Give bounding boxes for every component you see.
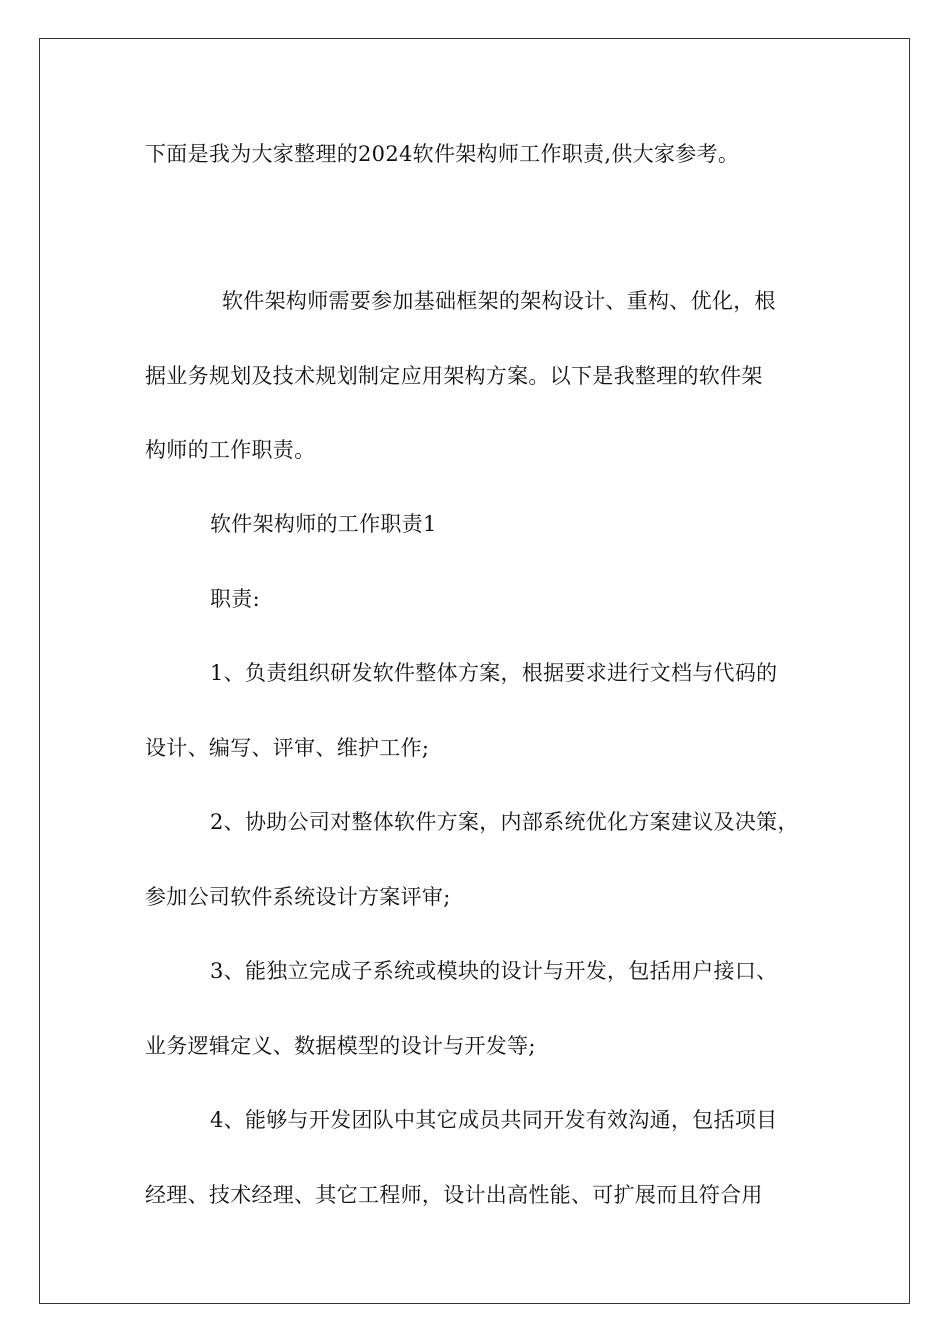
duty-1-line-1: 1、负责组织研发软件整体方案，根据要求进行文档与代码的 xyxy=(210,661,778,685)
duty-3-line-1: 3、能独立完成子系统或模块的设计与开发，包括用户接口、 xyxy=(210,959,778,983)
duty-2-line-2: 参加公司软件系统设计方案评审; xyxy=(145,885,451,909)
duty-4-line-1: 4、能够与开发团队中其它成员共同开发有效沟通，包括项目 xyxy=(210,1108,778,1132)
summary-line-2: 据业务规划及技术规划制定应用架构方案。以下是我整理的软件架 xyxy=(145,364,763,388)
duty-3-line-2: 业务逻辑定义、数据模型的设计与开发等; xyxy=(145,1034,536,1058)
section-heading: 软件架构师的工作职责1 xyxy=(210,512,437,536)
duty-4-line-2: 经理、技术经理、其它工程师，设计出高性能、可扩展而且符合用 xyxy=(145,1183,763,1207)
duty-1-line-2: 设计、编写、评审、维护工作; xyxy=(145,736,430,760)
duty-2-line-1: 2、协助公司对整体软件方案，内部系统优化方案建议及决策， xyxy=(210,810,799,834)
summary-line-3: 构师的工作职责。 xyxy=(145,438,316,462)
duties-label: 职责: xyxy=(210,587,260,611)
intro-paragraph: 下面是我为大家整理的2024软件架构师工作职责,供大家参考。 xyxy=(145,142,740,166)
summary-line-1: 软件架构师需要参加基础框架的架构设计、重构、优化，根 xyxy=(222,289,776,313)
